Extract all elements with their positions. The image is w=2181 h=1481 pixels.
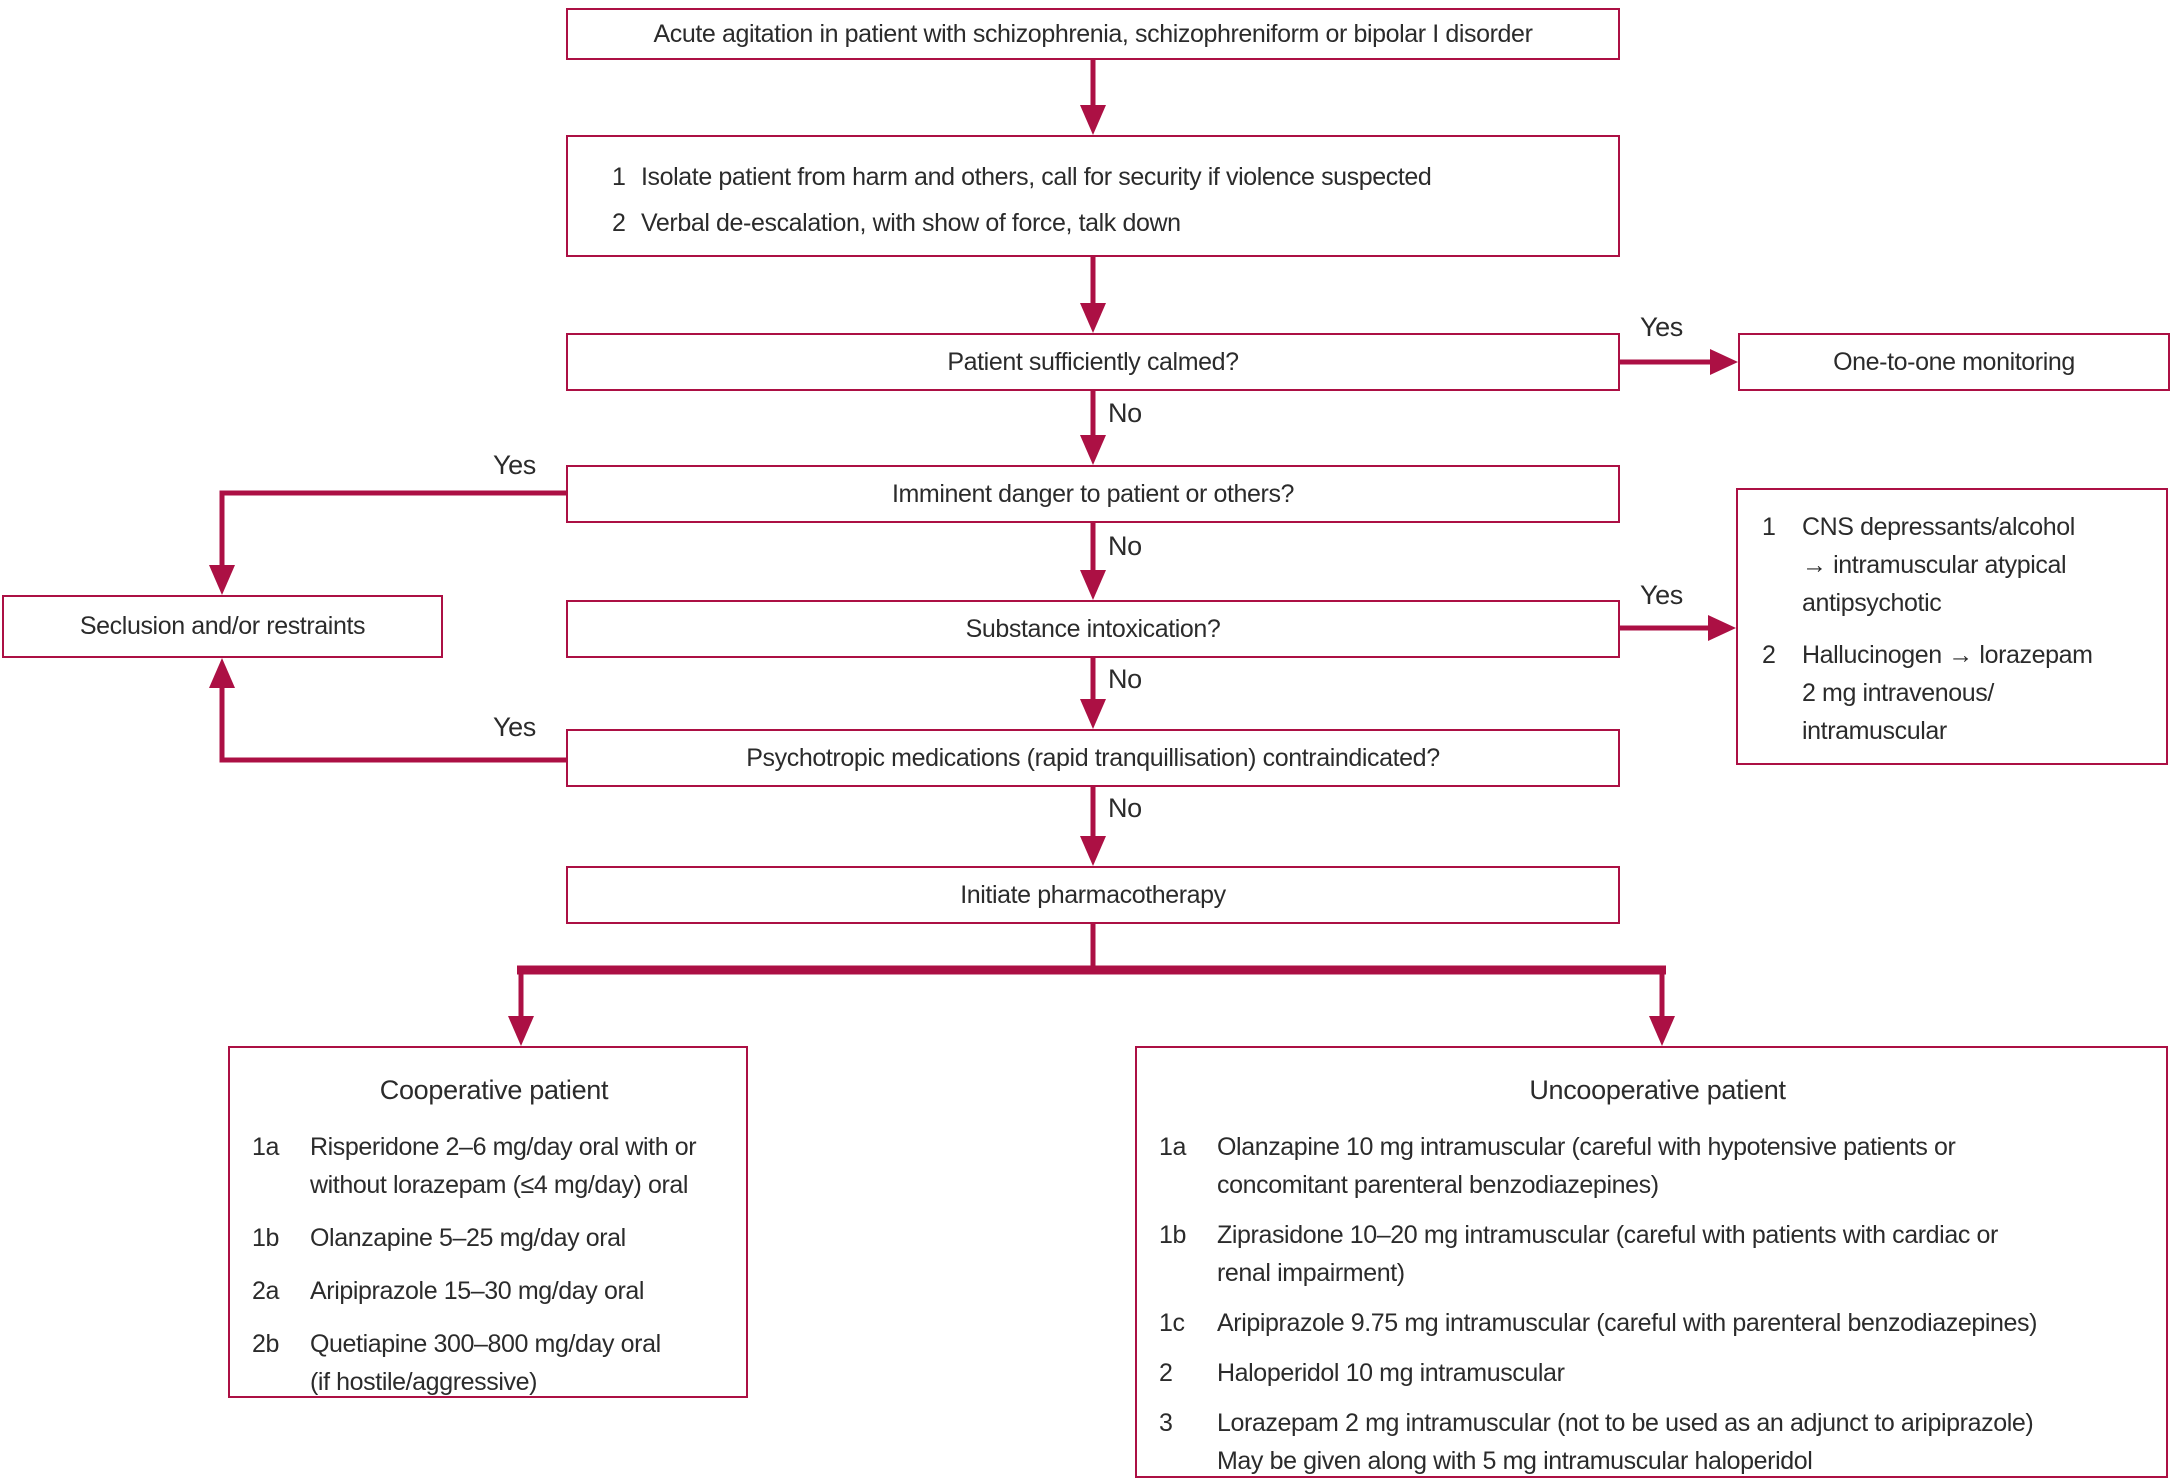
edge-label-no-danger: No [1108,531,1142,561]
item-number: 1 [612,163,626,191]
list-item [1159,1354,2156,1392]
node-start [566,8,1620,60]
edge-label-yes-danger: Yes [493,450,536,480]
list-item [1159,1216,2156,1292]
item-text: Olanzapine 5–25 mg/day oral [310,1224,626,1252]
node-patient-calmed-text: Patient sufficiently calmed? [947,347,1239,376]
item-number: 1b [252,1224,280,1252]
edge-label-no-contraindicated: No [1108,793,1142,823]
item-text: Isolate patient from harm and others, call for security if violence suspected [641,163,1432,191]
node-initiate-pharmacotherapy [566,866,1620,924]
edge-label-yes-intoxication: Yes [1640,580,1683,610]
node-cooperative-patient [228,1046,748,1398]
list-item [612,201,1602,245]
edge-label-yes-contraindicated: Yes [493,712,536,742]
item-text: Ziprasidone 10–20 mg intramuscular (careful with patients with cardiac or renal impairment) [1217,1221,1998,1287]
item-text: Hallucinogen → lorazepam 2 mg intravenous/ intramuscular [1802,641,2093,745]
list-item [252,1272,736,1310]
edge-label-yes-calmed: Yes [1640,312,1683,342]
item-text: Aripiprazole 9.75 mg intramuscular (careful with parenteral benzodiazepines) [1217,1309,2038,1337]
node-substance-intoxication [566,600,1620,658]
item-number: 2a [252,1277,280,1305]
item-number: 3 [1159,1409,1173,1437]
list-item [252,1128,736,1204]
list-item [1159,1128,2156,1204]
item-number: 2 [1159,1359,1173,1387]
node-patient-calmed [566,333,1620,391]
node-contraindicated-text: Psychotropic medications (rapid tranquillisation) contraindicated? [746,743,1440,772]
node-imminent-danger-text: Imminent danger to patient or others? [891,479,1295,508]
list-item [1159,1304,2156,1342]
item-text: Aripiprazole 15–30 mg/day oral [310,1277,645,1305]
node-start-text: Acute agitation in patient with schizophrenia, schizophreniform or bipolar I disorder [653,19,1533,48]
item-text: Olanzapine 10 mg intramuscular (careful with hypotensive patients or concomitant parenteral benzodiazepines) [1217,1133,1956,1199]
item-number: 2 [1762,641,1776,669]
node-seclusion-restraints [2,595,443,658]
item-number: 1 [1762,513,1776,541]
item-text: CNS depressants/alcohol → intramuscular atypical antipsychotic [1802,513,2075,617]
list-item [252,1219,736,1257]
item-text: Verbal de-escalation, with show of force, talk down [641,209,1181,237]
list-item [612,155,1602,199]
item-number: 1b [1159,1221,1187,1249]
node-imminent-danger [566,465,1620,523]
item-text: Risperidone 2–6 mg/day oral with or without lorazepam (≤4 mg/day) oral [310,1133,697,1199]
list-item [252,1325,736,1401]
node-monitoring-text: One-to-one monitoring [1833,347,2075,376]
item-text: Quetiapine 300–800 mg/day oral (if hostile/aggressive) [310,1330,661,1396]
list-item [1762,636,2156,750]
node-seclusion-text: Seclusion and/or restraints [79,612,366,640]
node-initial-steps [566,135,1620,257]
edge-label-no-intoxication: No [1108,664,1142,694]
node-pharmacotherapy-text: Initiate pharmacotherapy [960,880,1226,909]
item-text: Lorazepam 2 mg intramuscular (not to be used as an adjunct to aripiprazole) May be given along with 5 mg intramuscular haloperidol [1217,1409,2034,1475]
node-intoxication-text: Substance intoxication? [965,614,1221,643]
item-number: 1a [252,1133,280,1161]
node-uncooperative-patient [1135,1046,2168,1478]
uncooperative-title: Uncooperative patient [1529,1075,1786,1105]
item-text: Haloperidol 10 mg intramuscular [1217,1359,1565,1387]
list-item [1159,1404,2156,1480]
cooperative-title: Cooperative patient [379,1075,609,1105]
node-intoxication-treatment [1736,488,2168,765]
item-number: 1a [1159,1133,1187,1161]
item-number: 2 [612,209,626,237]
node-one-to-one-monitoring [1738,333,2170,391]
node-meds-contraindicated [566,729,1620,787]
list-item [1762,508,2156,622]
item-number: 1c [1159,1309,1185,1337]
item-number: 2b [252,1330,280,1358]
edge-label-no-calmed: No [1108,398,1142,428]
